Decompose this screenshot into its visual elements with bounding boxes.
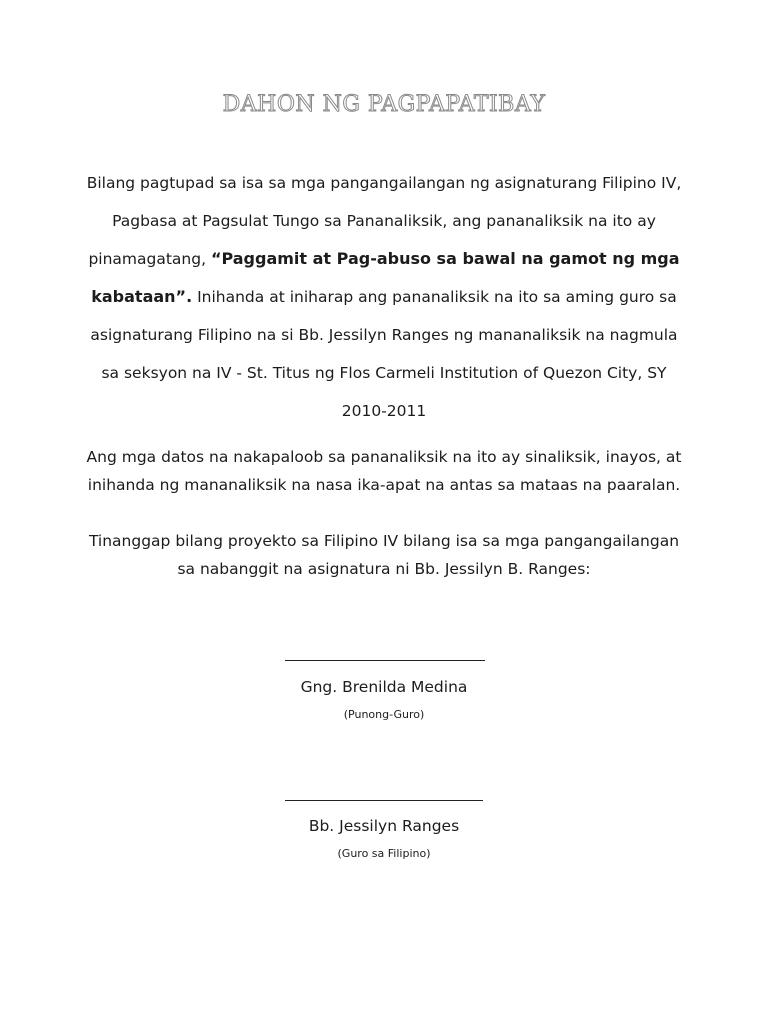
approval-paragraph-intro: Bilang pagtupad sa isa sa mga pangangailangan ng asignaturang Filipino IV, Pagbasa at Pagsulat Tungo sa Pananaliksik, ang pananaliksik na ito ay pinamagatang, <box>86 174 682 268</box>
signature-line <box>285 800 483 801</box>
data-paragraph: Ang mga datos na nakapaloob sa pananaliksik na ito ay sinaliksik, inayos, at inihanda ng mananaliksik na nasa ika-apat na antas sa mataas na paaralan. <box>86 448 682 494</box>
approval-paragraph <box>80 164 688 430</box>
approval-paragraph-rest: Inihanda at iniharap ang pananaliksik na ito sa aming guro sa asignaturang Filipino na si Bb. Jessilyn Ranges ng mananaliksik na nagmula sa seksyon na IV - St. Titus ng Flos Carmeli Institution of Quezon City, SY 2010-2011 <box>90 288 678 420</box>
acceptance-paragraph: Tinanggap bilang proyekto sa Filipino IV bilang isa sa mga pangangailangan sa nabanggit na asignatura ni Bb. Jessilyn B. Ranges: <box>88 532 680 578</box>
signatory-name: Gng. Brenilda Medina <box>300 678 468 696</box>
signatory-name: Bb. Jessilyn Ranges <box>308 817 460 835</box>
signatory-role: (Punong-Guro) <box>343 708 425 721</box>
page-title: DAHON NG PAGPAPATIBAY <box>222 92 546 117</box>
signature-line <box>285 660 485 661</box>
research-title: “Paggamit at Pag-abuso sa bawal na gamot ng mga kabataan”. <box>91 249 680 306</box>
signatory-role: (Guro sa Filipino) <box>337 847 431 860</box>
